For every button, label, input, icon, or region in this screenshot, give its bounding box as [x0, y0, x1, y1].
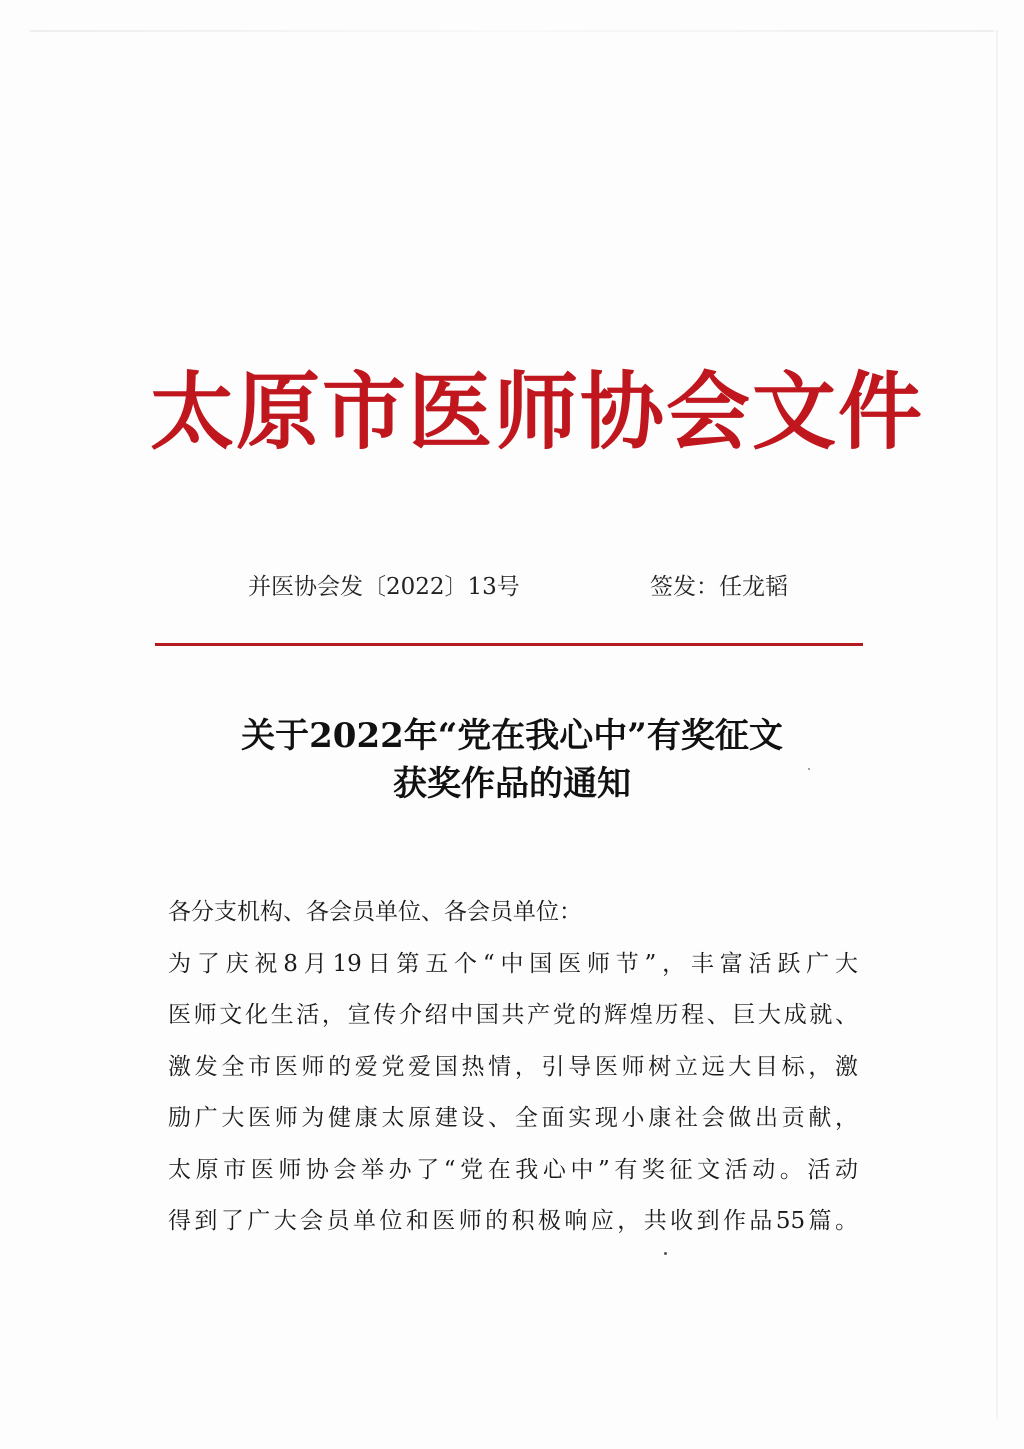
scan-speck [808, 768, 810, 770]
notice-title-line-2: 获奖作品的通知 [393, 764, 631, 804]
body-line: 激发全市医师的爱党爱国热情，引导医师树立远大目标，激 [168, 1053, 858, 1080]
document-number: 并医协会发〔2022〕13号 [248, 574, 520, 600]
body-line: 太原市医师协会举办了“党在我心中”有奖征文活动。活动 [168, 1156, 858, 1183]
body-line: 得到了广大会员单位和医师的积极响应，共收到作品55篇。 [168, 1208, 858, 1234]
masthead-title: 太原市医师协会文件 [150, 363, 925, 461]
body-line: 励广大医师为健康太原建设、全面实现小康社会做出贡献， [168, 1105, 858, 1131]
scan-speck [664, 1252, 667, 1255]
notice-title-line-1: 关于2022年“党在我心中”有奖征文 [241, 716, 783, 756]
scan-edge-right [996, 30, 998, 1419]
signer: 签发：任龙韬 [650, 574, 788, 600]
body-line: 医师文化生活，宣传介绍中国共产党的辉煌历程、巨大成就、 [168, 1002, 858, 1028]
red-divider [155, 643, 863, 646]
body-line: 为了庆祝8月19日第五个“中国医师节”，丰富活跃广大 [168, 950, 858, 977]
notice-body [168, 887, 858, 1248]
notice-title [150, 712, 874, 808]
salutation: 各分支机构、各会员单位、各会员单位： [168, 899, 582, 925]
scan-edge-top [30, 30, 994, 32]
